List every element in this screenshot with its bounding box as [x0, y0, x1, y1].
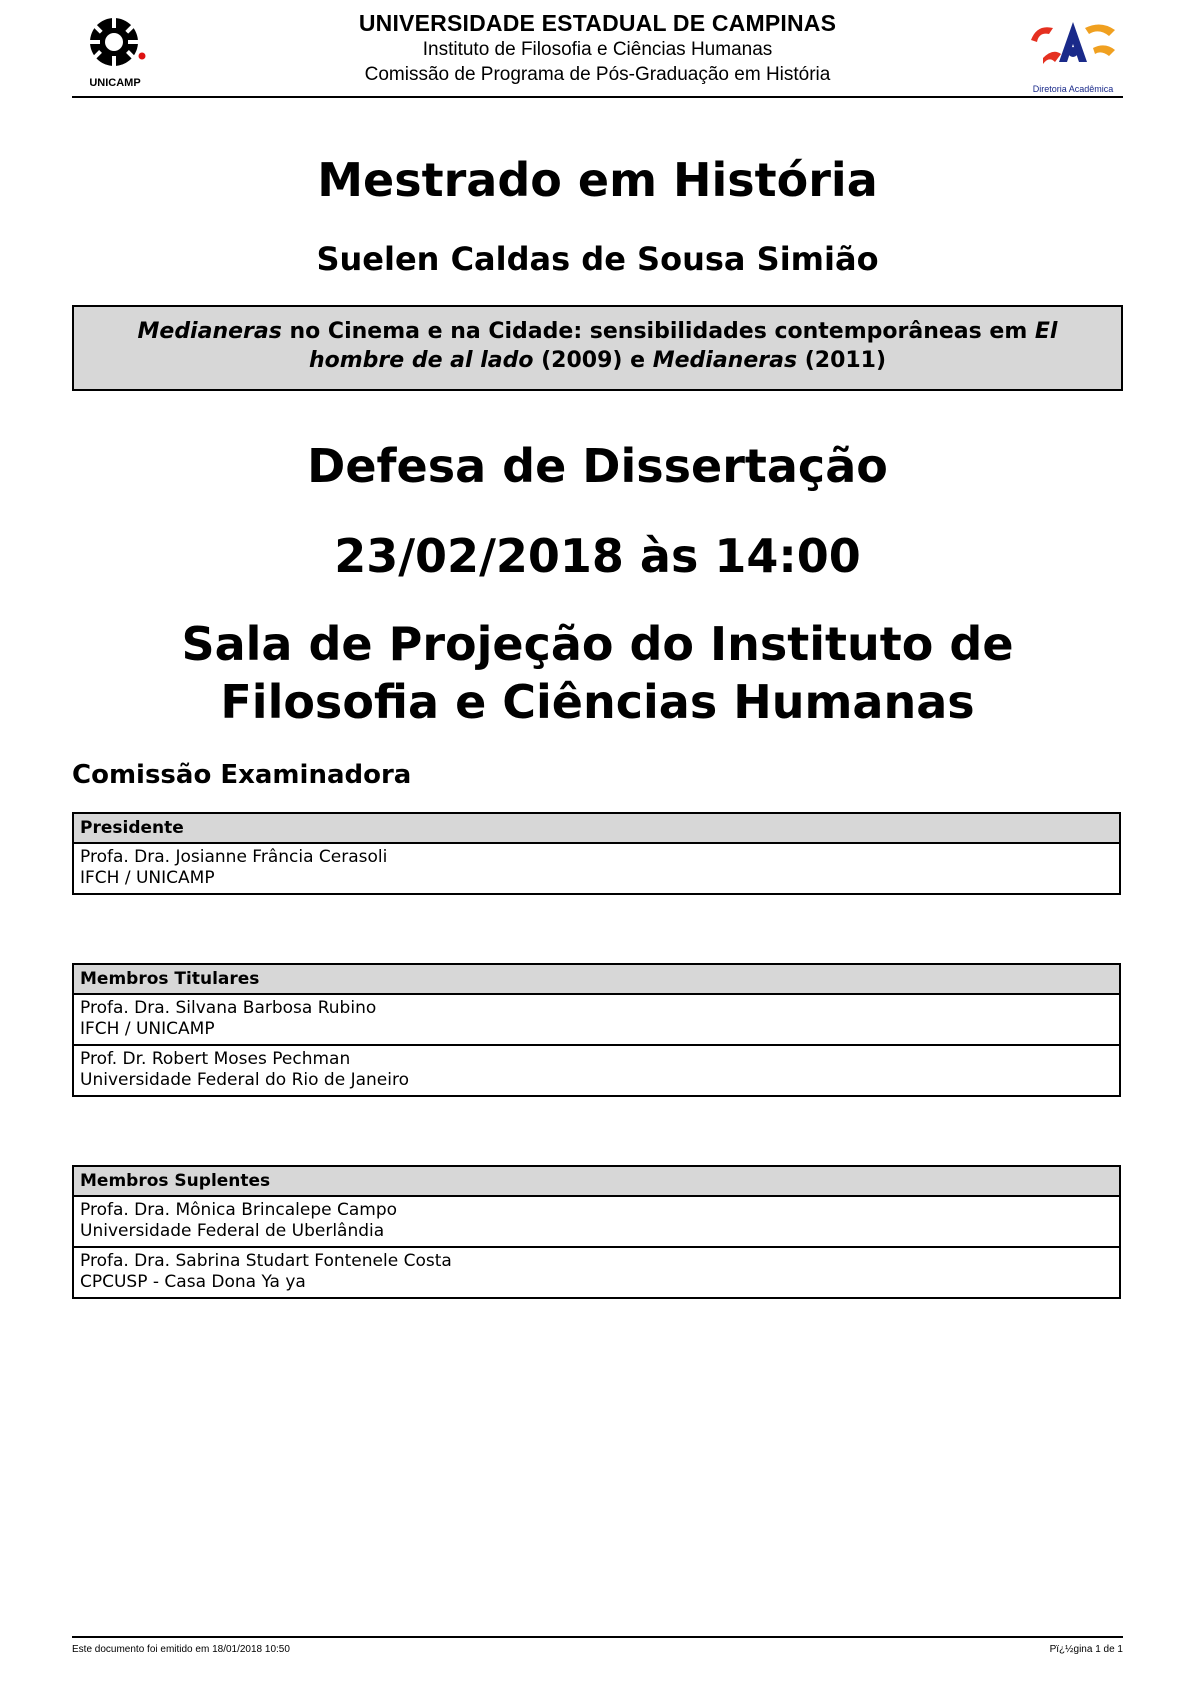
thesis-title-part3: El hombre de al lado: [308, 319, 1058, 373]
member-institution: Universidade Federal de Uberlândia: [80, 1221, 385, 1241]
thesis-title-part2: no Cinema e na Cidade: sensibilidades contemporâneas em: [281, 319, 1035, 344]
unicamp-logo-text: UNICAMP: [89, 77, 141, 89]
member-name: Prof. Dr. Robert Moses Pechman: [80, 1049, 351, 1069]
member-institution: IFCH / UNICAMP: [80, 868, 215, 888]
thesis-title-box: [72, 305, 1123, 391]
thesis-title-part5: Medianeras: [652, 348, 798, 373]
member-name: Profa. Dra. Silvana Barbosa Rubino: [80, 998, 377, 1018]
member-institution: Universidade Federal do Rio de Janeiro: [80, 1070, 409, 1090]
thesis-title-part1: Medianeras: [137, 319, 282, 344]
member-name: Profa. Dra. Sabrina Studart Fontenele Costa: [80, 1251, 452, 1271]
institute-name: Instituto de Filosofia e Ciências Humanas: [422, 39, 773, 60]
document-footer: [72, 1636, 1123, 1655]
event-type: Defesa de Dissertação: [307, 439, 888, 493]
page-number: Pï¿½gina 1 de 1: [1049, 1644, 1123, 1655]
issued-timestamp: Este documento foi emitido em 18/01/2018 10:50: [72, 1644, 290, 1655]
event-location: Sala de Projeção do Instituto de Filosofia e Ciências Humanas: [181, 617, 1014, 729]
student-name: Suelen Caldas de Sousa Simião: [316, 240, 879, 278]
commission-name: Comissão de Programa de Pós-Graduação em História: [364, 64, 831, 85]
president-table: [72, 812, 1121, 895]
alternates-table-header: Membros Suplentes: [74, 1167, 1119, 1197]
diretoria-academica-logo: [1023, 18, 1123, 94]
committee-title: Comissão Examinadora: [72, 760, 412, 790]
member-institution: IFCH / UNICAMP: [80, 1019, 215, 1039]
table-row: [74, 1246, 1119, 1297]
table-row: [74, 1044, 1119, 1095]
thesis-title-part4: (2009) e: [533, 348, 653, 373]
member-name: Profa. Dra. Josianne Frância Cerasoli: [80, 847, 388, 867]
table-row: [74, 995, 1119, 1044]
dac-emblem-icon: [1023, 18, 1123, 82]
member-name: Profa. Dra. Mônica Brincalepe Campo: [80, 1200, 398, 1220]
president-table-header: Presidente: [74, 814, 1119, 844]
table-row: [74, 1197, 1119, 1246]
event-datetime: 23/02/2018 às 14:00: [334, 529, 861, 583]
document-header: [72, 8, 1123, 98]
diretoria-academica-text: Diretoria Acadêmica: [1032, 84, 1114, 94]
thesis-title: [88, 317, 1107, 375]
university-name: UNIVERSIDADE ESTADUAL DE CAMPINAS: [358, 10, 837, 36]
member-institution: CPCUSP - Casa Dona Ya ya: [80, 1272, 306, 1292]
members-table: [72, 963, 1121, 1097]
thesis-title-part6: (2011): [797, 348, 887, 373]
program-title: Mestrado em História: [317, 153, 878, 207]
alternates-table: [72, 1165, 1121, 1299]
table-row: [74, 844, 1119, 893]
members-table-header: Membros Titulares: [74, 965, 1119, 995]
